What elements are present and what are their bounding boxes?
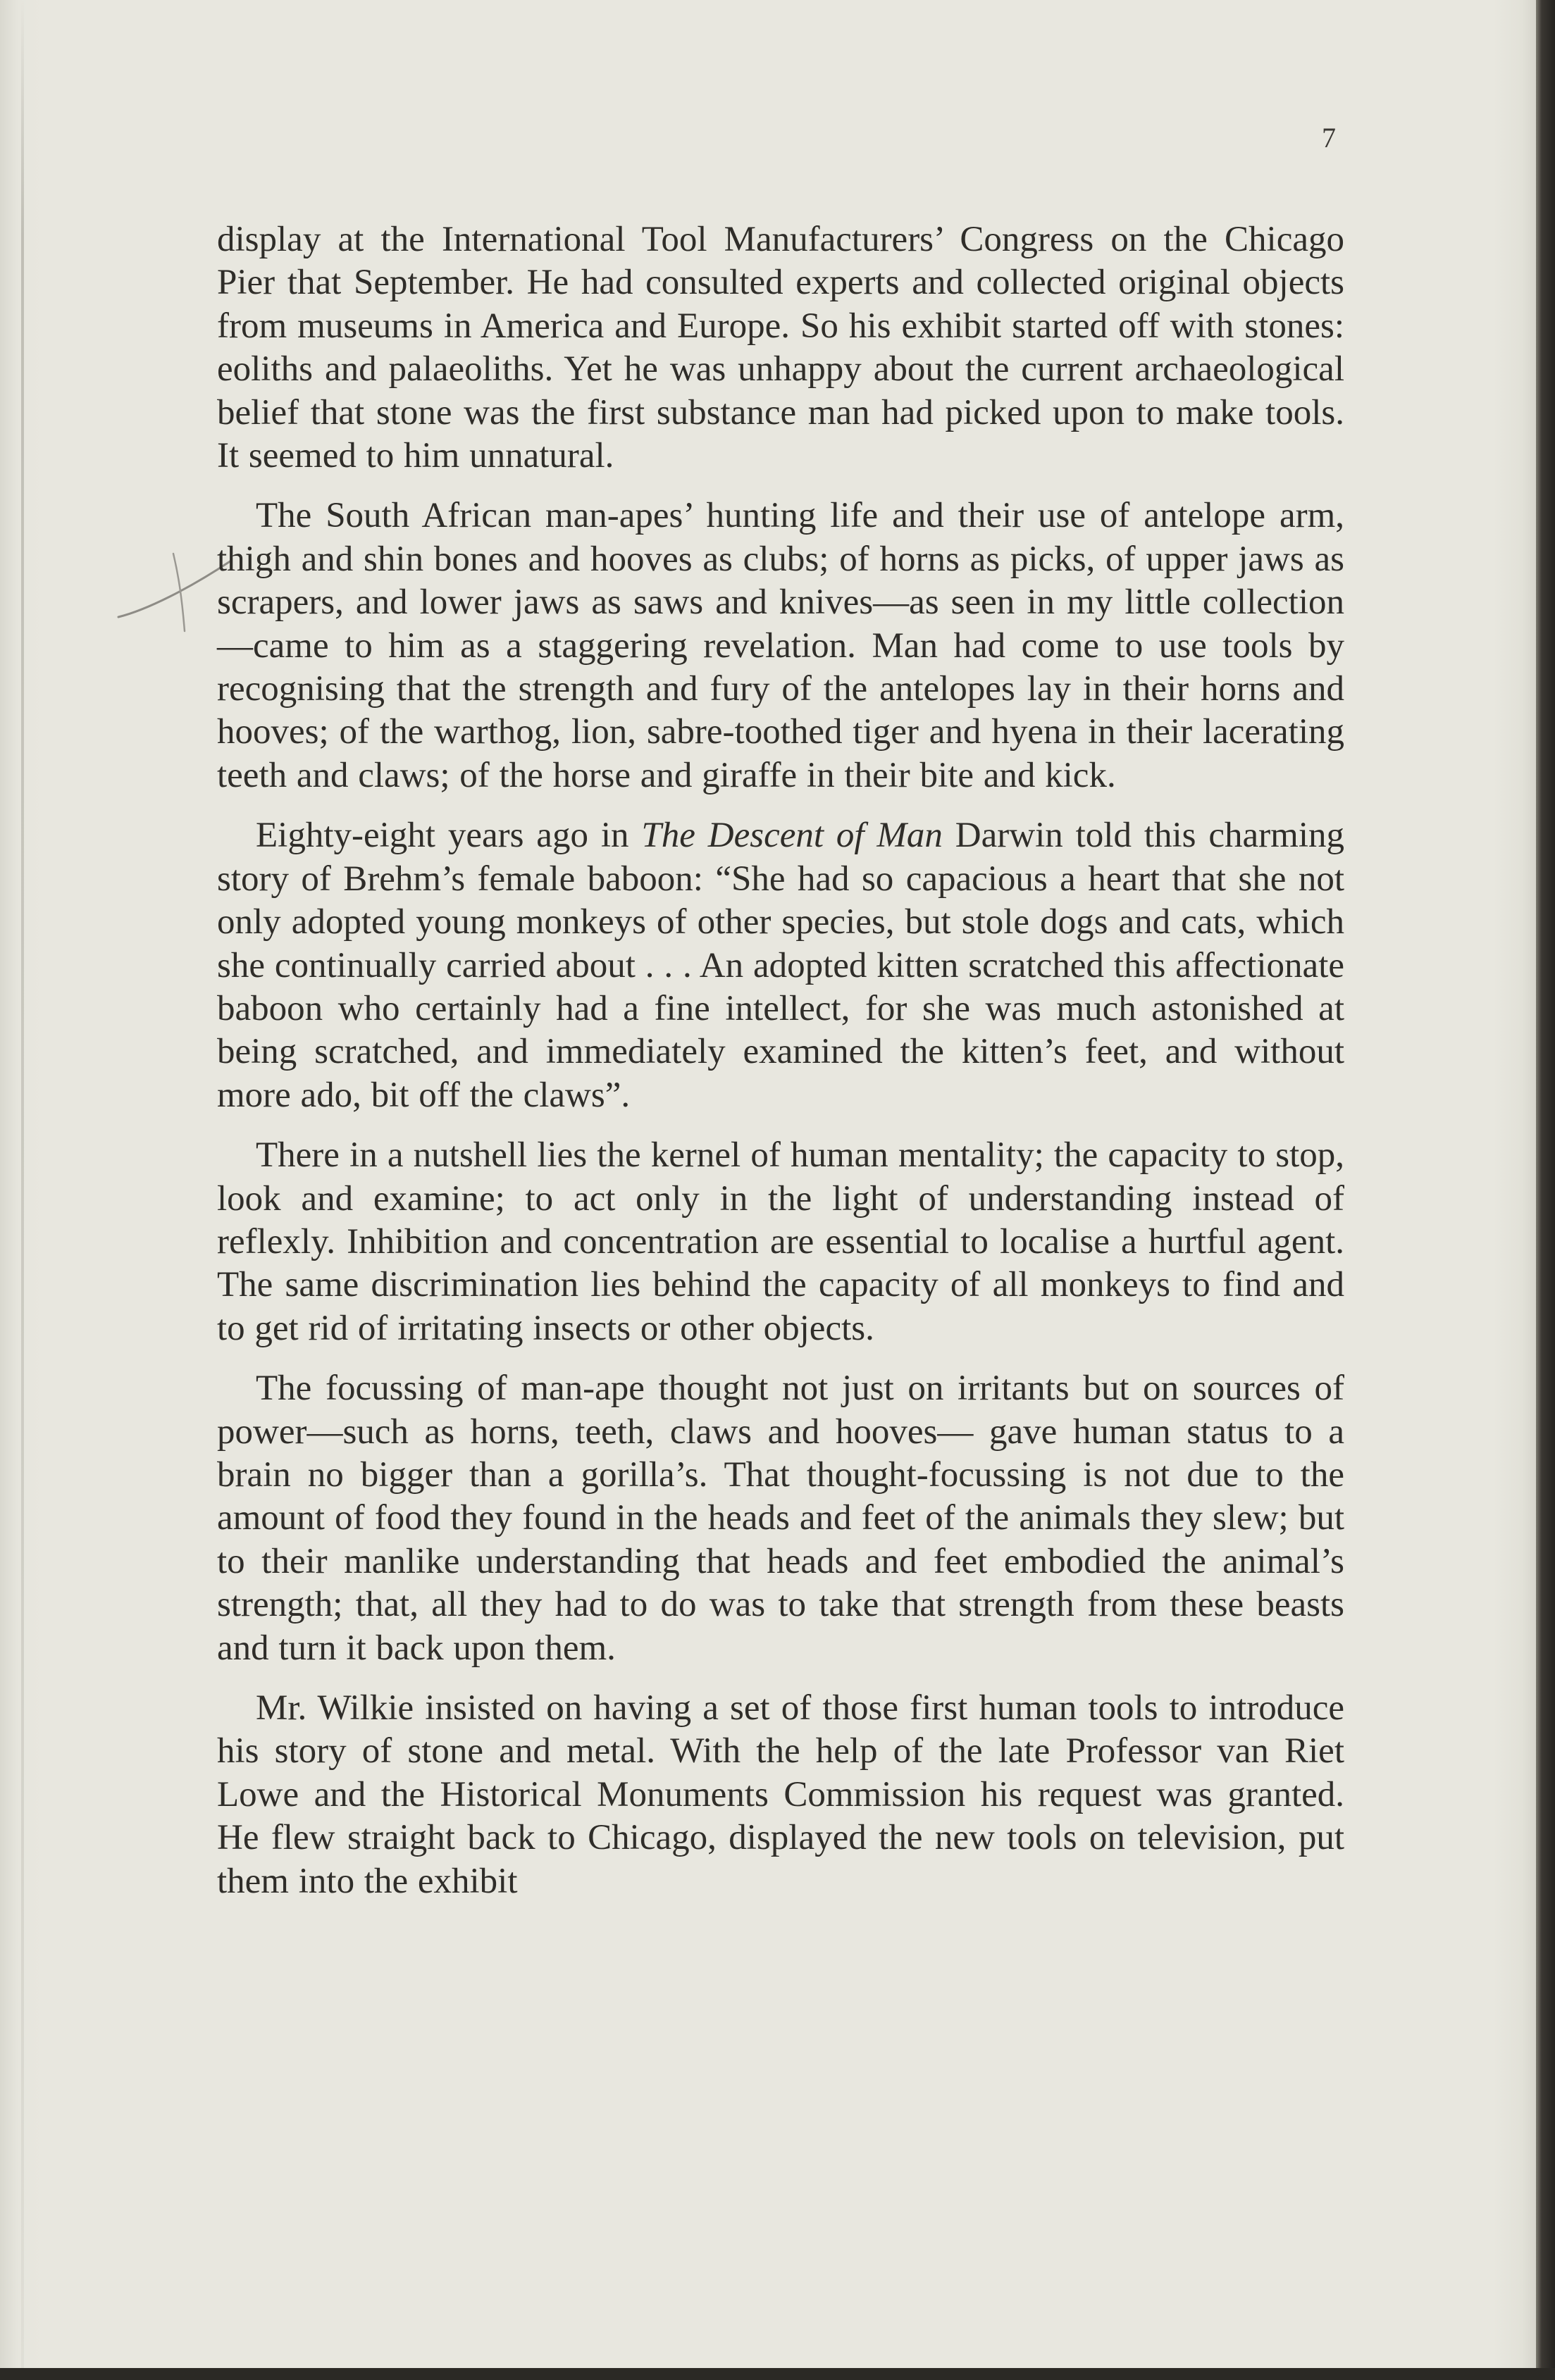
book-title: The Descent of Man bbox=[641, 816, 943, 856]
paragraph-5: The focussing of man-ape thought not just on irritants but on sources of power—such as horns, teeth, claws and hooves— gave human status to a brain no bigger than a gorilla’s. That thought-focussing is not due to the amount of food they found in the heads and feet of the animals they slew; but to their manlike understanding that heads and feet embodied the animal’s strength; that, all they had to do was to take that strength from these beasts and turn it back upon them. bbox=[217, 1369, 1344, 1668]
paragraph-2: The South African man-apes’ hunting life and their use of antelope arm, thigh and shin bones and hooves as clubs; of horns as picks, of upper jaws as scrapers, and lower jaws as saws and knives—as seen in my little collection—came to him as a staggering revelation. Man had come to use tools by recognising that the strength and fury of the antelopes lay in their horns and hooves; of the warthog, lion, sabre-toothed tiger and hyena in their lacerating teeth and claws; of the horse and giraffe in their bite and kick. bbox=[217, 496, 1344, 795]
body-text bbox=[217, 218, 1344, 1920]
paragraph-4: There in a nutshell lies the kernel of human mentality; the capacity to stop, look and examine; to act only in the light of understanding instead of reflexly. Inhibition and concentration are essential to localise a hurtful agent. The same discrimination lies behind the capacity of all monkeys to find and to get rid of irritating insects or other objects. bbox=[217, 1135, 1344, 1348]
paragraph-3 bbox=[217, 814, 1344, 1117]
book-edge-bottom bbox=[0, 2368, 1555, 2380]
paragraph-3-after: Darwin told this charming story of Brehm’s female baboon: “She had so capacious a heart that she not only adopted young monkeys of other species, but stole dogs and cats, which she continually carried about . . . An adopted kitten scratched this affectionate baboon who certainly had a fine intellect, for she was much astonished at being scratched, and immediately examined the kitten’s feet, and without more ado, bit off the claws”. bbox=[217, 816, 1344, 1115]
book-edge-right bbox=[1536, 0, 1555, 2380]
paragraph-6: Mr. Wilkie insisted on having a set of those first human tools to introduce his story of stone and metal. With the help of the late Professor van Riet Lowe and the Historical Monuments Commission his request was granted. He flew straight back to Chicago, displayed the new tools on television, put them into the exhibit bbox=[217, 1688, 1344, 1901]
paragraph-3-before: Eighty-eight years ago in bbox=[256, 816, 642, 856]
page-gutter-shadow bbox=[21, 0, 24, 2368]
page-number: 7 bbox=[1322, 122, 1336, 154]
paragraph-1: display at the International Tool Manufacturers’ Congress on the Chicago Pier that September. He had consulted experts and collected original objects from museums in America and Europe. So his exhibit started off with stones: eoliths and palaeoliths. Yet he was unhappy about the current archaeological belief that stone was the first substance man had picked upon to make tools. It seemed to him unnatural. bbox=[217, 220, 1344, 476]
